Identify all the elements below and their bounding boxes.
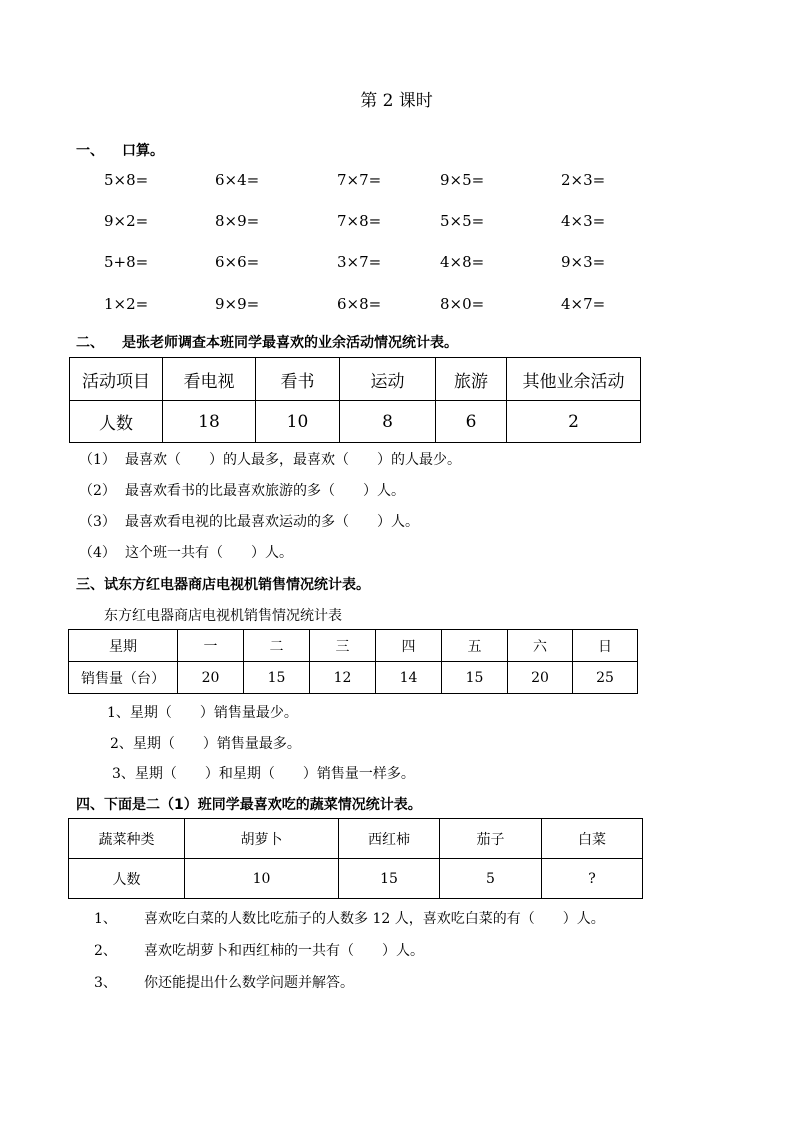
- table-cell: 茄子: [440, 819, 542, 859]
- question-number: （2）: [79, 483, 116, 499]
- calc-item: 5×5=: [440, 212, 485, 230]
- question-item: [79, 542, 293, 562]
- question-number: （1）: [79, 452, 116, 468]
- calc-item: 9×9=: [215, 295, 260, 313]
- question-item: [79, 480, 405, 500]
- question-number: （4）: [79, 545, 116, 561]
- calc-item: 1×2=: [104, 295, 149, 313]
- table-cell: 活动项目: [70, 358, 163, 401]
- question-item: 3、星期（ ）和星期（ ）销售量一样多。: [112, 766, 415, 782]
- table-header-row: [69, 630, 638, 662]
- question-item: [79, 511, 419, 531]
- table-cell: 蔬菜种类: [69, 819, 185, 859]
- calc-item: 6×4=: [215, 171, 260, 189]
- table-cell: 10: [185, 859, 339, 899]
- table-cell: 人数: [69, 859, 185, 899]
- question-number: 3、: [94, 975, 117, 991]
- calc-item: 8×9=: [215, 212, 260, 230]
- table-cell: 8: [340, 401, 436, 443]
- calc-item: 8×0=: [440, 295, 485, 313]
- table-header-row: [69, 819, 643, 859]
- table-cell: 15: [339, 859, 440, 899]
- table-row: [69, 662, 638, 694]
- table-cell: 15: [244, 662, 310, 694]
- table-cell: 六: [508, 630, 573, 662]
- table-cell: 25: [573, 662, 638, 694]
- section-2-heading: [76, 332, 458, 352]
- table-cell: 2: [507, 401, 641, 443]
- section-1-title: 口算。: [122, 143, 164, 159]
- vegetable-table: [68, 818, 643, 899]
- table-cell: 销售量（台）: [69, 662, 178, 694]
- question-item: [79, 449, 461, 469]
- page-title: 第 2 课时: [360, 91, 433, 111]
- table-cell: 20: [178, 662, 244, 694]
- table-cell: 12: [310, 662, 376, 694]
- question-item: 1、星期（ ）销售量最少。: [107, 705, 298, 721]
- table-header-row: [70, 358, 641, 401]
- section-2-title: 是张老师调查本班同学最喜欢的业余活动情况统计表。: [122, 335, 458, 351]
- table-cell: 白菜: [542, 819, 643, 859]
- calc-item: 4×3=: [561, 212, 606, 230]
- table-cell: 胡萝卜: [185, 819, 339, 859]
- question-item: 2、星期（ ）销售量最多。: [110, 736, 301, 752]
- question-number: 2、: [94, 943, 117, 959]
- section-1-number: 一、: [76, 143, 104, 159]
- calc-item: 3×7=: [337, 253, 382, 271]
- section-2-number: 二、: [76, 335, 104, 351]
- table-cell: 一: [178, 630, 244, 662]
- calc-item: 5×8=: [104, 171, 149, 189]
- calc-item: 5+8=: [104, 253, 149, 271]
- activity-table: [69, 357, 641, 443]
- table-row: [70, 401, 641, 443]
- table-cell: 18: [163, 401, 256, 443]
- table-cell: 15: [442, 662, 508, 694]
- calc-item: 9×5=: [440, 171, 485, 189]
- table-cell: 五: [442, 630, 508, 662]
- table-cell: 四: [376, 630, 442, 662]
- table-cell: 三: [310, 630, 376, 662]
- table-cell: 20: [508, 662, 573, 694]
- table-cell: 西红柿: [339, 819, 440, 859]
- section-4-heading: 四、下面是二（1）班同学最喜欢吃的蔬菜情况统计表。: [76, 797, 422, 813]
- table-cell: 旅游: [436, 358, 507, 401]
- question-text: 最喜欢看书的比最喜欢旅游的多（ ）人。: [125, 483, 405, 499]
- question-number: （3）: [79, 514, 116, 530]
- question-text: 喜欢吃胡萝卜和西红柿的一共有（ ）人。: [144, 943, 424, 959]
- calc-item: 2×3=: [561, 171, 606, 189]
- table-cell: 人数: [70, 401, 163, 443]
- question-number: 1、: [94, 911, 117, 927]
- table-cell: ?: [542, 859, 643, 899]
- table-row: [69, 859, 643, 899]
- table-cell: 二: [244, 630, 310, 662]
- table-cell: 其他业余活动: [507, 358, 641, 401]
- table-cell: 14: [376, 662, 442, 694]
- question-item: [94, 908, 605, 928]
- calc-item: 4×8=: [440, 253, 485, 271]
- question-text: 你还能提出什么数学问题并解答。: [144, 975, 354, 991]
- calc-item: 9×2=: [104, 212, 149, 230]
- table-cell: 看电视: [163, 358, 256, 401]
- question-text: 这个班一共有（ ）人。: [125, 545, 293, 561]
- section-1-heading: [76, 140, 164, 160]
- section-3-heading: 三、试东方红电器商店电视机销售情况统计表。: [76, 577, 370, 593]
- calc-item: 4×7=: [561, 295, 606, 313]
- table-cell: 运动: [340, 358, 436, 401]
- question-item: [94, 940, 424, 960]
- calc-item: 6×8=: [337, 295, 382, 313]
- table-cell: 日: [573, 630, 638, 662]
- question-item: [94, 972, 354, 992]
- table-cell: 5: [440, 859, 542, 899]
- question-text: 最喜欢看电视的比最喜欢运动的多（ ）人。: [125, 514, 419, 530]
- calc-item: 7×8=: [337, 212, 382, 230]
- sales-table: [68, 629, 638, 694]
- calc-item: 9×3=: [561, 253, 606, 271]
- question-text: 喜欢吃白菜的人数比吃茄子的人数多 12 人，喜欢吃白菜的有（ ）人。: [144, 911, 605, 927]
- calc-item: 6×6=: [215, 253, 260, 271]
- table-cell: 看书: [256, 358, 340, 401]
- table-caption: 东方红电器商店电视机销售情况统计表: [104, 608, 342, 624]
- table-cell: 6: [436, 401, 507, 443]
- table-cell: 星期: [69, 630, 178, 662]
- question-text: 最喜欢（ ）的人最多，最喜欢（ ）的人最少。: [125, 452, 461, 468]
- calc-item: 7×7=: [337, 171, 382, 189]
- table-cell: 10: [256, 401, 340, 443]
